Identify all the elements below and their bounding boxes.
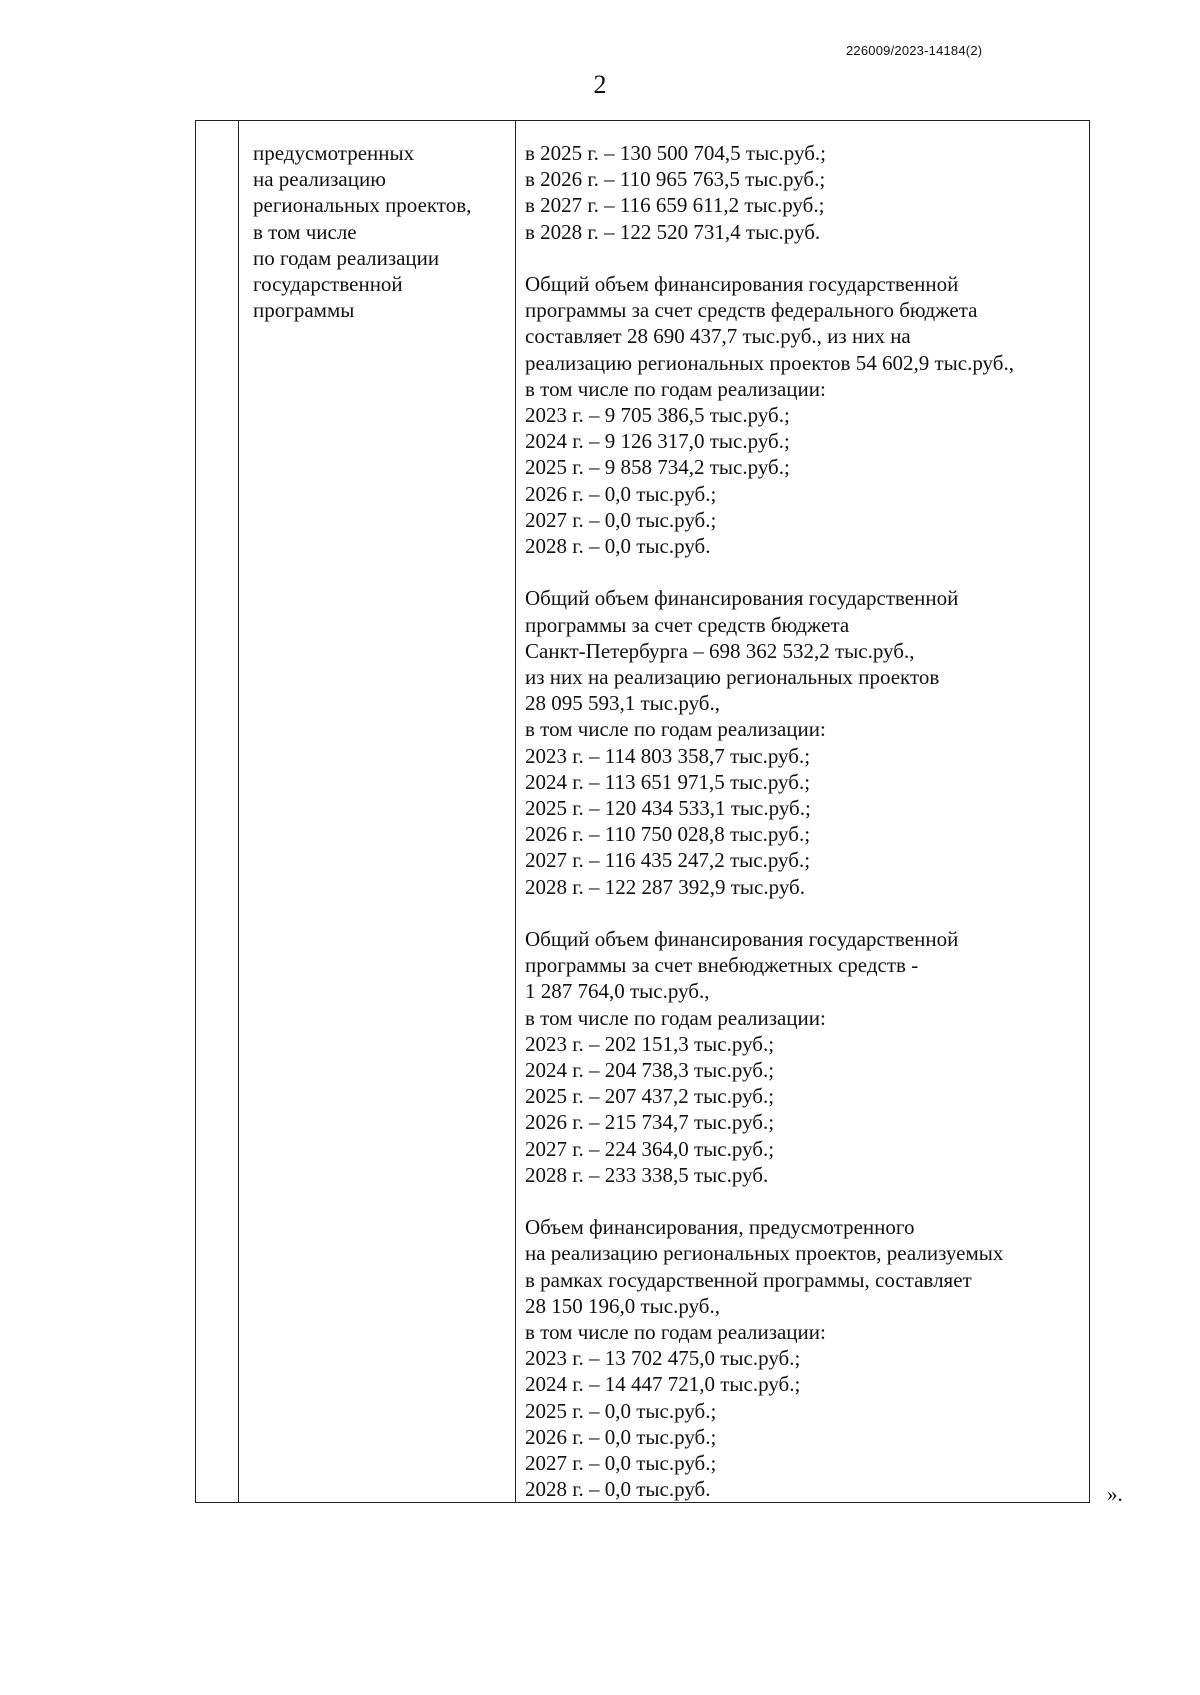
value-line: Санкт-Петербурга – 698 362 532,2 тыс.руб., — [525, 638, 915, 663]
table-divider-narrow — [238, 121, 239, 1502]
value-line: программы за счет внебюджетных средств - — [525, 953, 919, 978]
value-line: 2027 г. – 116 435 247,2 тыс.руб.; — [525, 848, 811, 873]
value-line: 2025 г. – 120 434 533,1 тыс.руб.; — [525, 796, 811, 821]
value-line: реализацию региональных проектов 54 602,9 тыс.руб., — [525, 350, 1014, 375]
value-line: 2026 г. – 110 750 028,8 тыс.руб.; — [525, 822, 811, 847]
value-line: 1 287 764,0 тыс.руб., — [525, 979, 710, 1004]
value-line: программы за счет средств бюджета — [525, 612, 850, 637]
value-line: 2026 г. – 0,0 тыс.руб.; — [525, 1424, 717, 1449]
value-line: Общий объем финансирования государственной — [525, 586, 959, 611]
regional-projects-block — [525, 1214, 1085, 1502]
value-line: 2025 г. – 207 437,2 тыс.руб.; — [525, 1084, 775, 1109]
value-line: 2024 г. – 14 447 721,0 тыс.руб.; — [525, 1372, 801, 1397]
value-line: в том числе по годам реализации: — [525, 1005, 826, 1030]
intro-years-block — [525, 140, 1085, 245]
value-line: в том числе по годам реализации: — [525, 1320, 826, 1345]
value-line: 2028 г. – 122 287 392,9 тыс.руб. — [525, 874, 805, 899]
value-line: 2027 г. – 224 364,0 тыс.руб.; — [525, 1136, 775, 1161]
label-line: в том числе — [253, 219, 357, 244]
value-line: 2025 г. – 9 858 734,2 тыс.руб.; — [525, 455, 790, 480]
value-line: 2025 г. – 0,0 тыс.руб.; — [525, 1398, 717, 1423]
value-line: 2028 г. – 0,0 тыс.руб. — [525, 1477, 711, 1502]
value-line: в 2027 г. – 116 659 611,2 тыс.руб.; — [525, 193, 825, 218]
value-line: 28 095 593,1 тыс.руб., — [525, 691, 720, 716]
label-line: предусмотренных — [253, 141, 415, 165]
table-border-left — [195, 121, 196, 1502]
page-number: 2 — [593, 70, 607, 99]
value-line: 2024 г. – 204 738,3 тыс.руб.; — [525, 1058, 775, 1083]
value-line: на реализацию региональных проектов, реализуемых — [525, 1241, 1004, 1266]
label-line: региональных проектов, — [253, 193, 472, 218]
value-line: 2027 г. – 0,0 тыс.руб.; — [525, 507, 717, 532]
label-line: государственной — [253, 272, 403, 297]
table-cell-values — [525, 140, 1085, 1503]
table-divider-main — [515, 121, 516, 1502]
federal-budget-block — [525, 271, 1085, 559]
extrabudget-block — [525, 926, 1085, 1188]
value-line: в 2025 г. – 130 500 704,5 тыс.руб.; — [525, 141, 826, 165]
value-line: 2028 г. – 0,0 тыс.руб. — [525, 534, 711, 559]
value-line: Общий объем финансирования государственной — [525, 272, 959, 296]
table-cell-label — [253, 140, 513, 323]
table-border-right — [1089, 121, 1090, 1502]
closing-quote-mark: ». — [1107, 1482, 1123, 1506]
value-line: 2023 г. – 9 705 386,5 тыс.руб.; — [525, 403, 790, 428]
label-line: на реализацию — [253, 167, 386, 192]
value-line: в том числе по годам реализации: — [525, 717, 826, 742]
value-line: Объем финансирования, предусмотренного — [525, 1215, 915, 1240]
value-line: в том числе по годам реализации: — [525, 376, 826, 401]
value-line: Общий объем финансирования государственной — [525, 927, 959, 952]
value-line: 2027 г. – 0,0 тыс.руб.; — [525, 1451, 717, 1476]
value-line: 2026 г. – 215 734,7 тыс.руб.; — [525, 1110, 775, 1135]
city-budget-block — [525, 585, 1085, 899]
label-line: программы — [253, 298, 355, 323]
value-line: 2024 г. – 113 651 971,5 тыс.руб.; — [525, 769, 811, 794]
value-line: 2028 г. – 233 338,5 тыс.руб. — [525, 1162, 769, 1187]
value-line: 2024 г. – 9 126 317,0 тыс.руб.; — [525, 429, 790, 454]
program-table — [195, 120, 1090, 1503]
value-line: 28 150 196,0 тыс.руб., — [525, 1293, 720, 1318]
value-line: в 2028 г. – 122 520 731,4 тыс.руб. — [525, 219, 821, 244]
value-line: 2023 г. – 114 803 358,7 тыс.руб.; — [525, 743, 811, 768]
value-line: в рамках государственной программы, составляет — [525, 1267, 972, 1292]
value-line: в 2026 г. – 110 965 763,5 тыс.руб.; — [525, 167, 826, 192]
value-line: 2026 г. – 0,0 тыс.руб.; — [525, 481, 717, 506]
value-line: 2023 г. – 13 702 475,0 тыс.руб.; — [525, 1346, 801, 1371]
value-line: составляет 28 690 437,7 тыс.руб., из них на — [525, 324, 911, 349]
label-line: по годам реализации — [253, 245, 440, 270]
document-id: 226009/2023-14184(2) — [846, 43, 983, 58]
value-line: 2023 г. – 202 151,3 тыс.руб.; — [525, 1031, 775, 1056]
value-line: программы за счет средств федерального бюджета — [525, 298, 978, 323]
value-line: из них на реализацию региональных проектов — [525, 665, 940, 690]
